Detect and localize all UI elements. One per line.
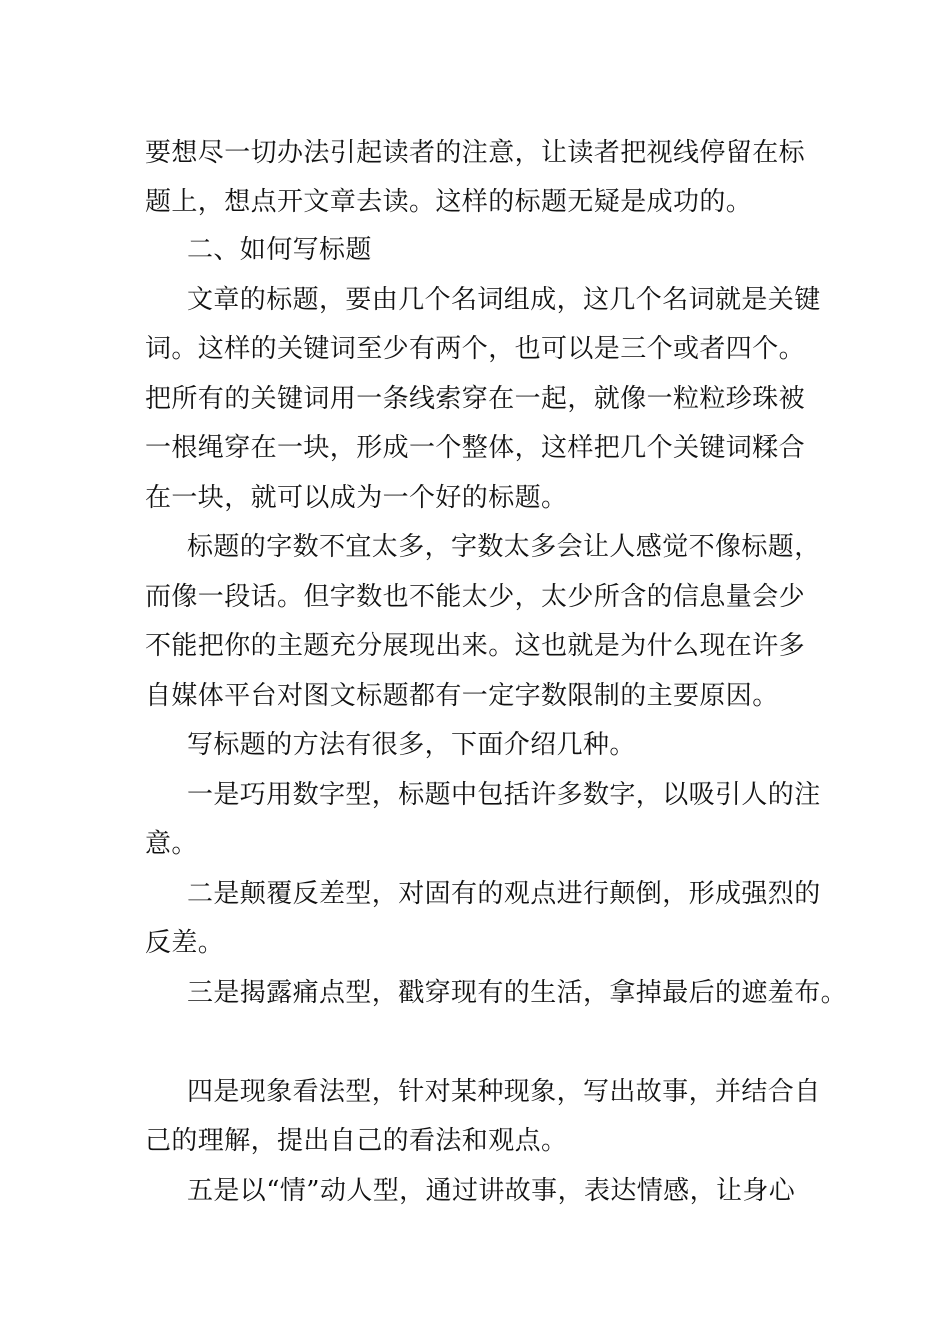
text-line-16: 二是颠覆反差型，对固有的观点进行颠倒，形成强烈的 [187,879,821,909]
text-line-7: 一根绳穿在一块，形成一个整体，这样把几个关键词糅合 [145,433,806,463]
text-line-8: 在一块，就可以成为一个好的标题。 [145,483,568,513]
text-line-1: 要想尽一切办法引起读者的注意，让读者把视线停留在标 [145,138,806,168]
text-line-20: 己的理解，提出自己的看法和观点。 [145,1126,568,1156]
text-line-15: 意。 [145,829,198,859]
text-line-9: 标题的字数不宜太多，字数太多会让人感觉不像标题， [187,532,821,562]
text-line-12: 自媒体平台对图文标题都有一定字数限制的主要原因。 [145,681,779,711]
text-line-10: 而像一段话。但字数也不能太少，太少所含的信息量会少 [145,582,806,612]
text-line-5: 词。这样的关键词至少有两个，也可以是三个或者四个。 [145,334,806,364]
text-line-4: 文章的标题，要由几个名词组成，这几个名词就是关键 [187,285,821,315]
text-line-18: 三是揭露痛点型，戳穿现有的生活，拿掉最后的遮羞布。 [187,978,848,1008]
text-line-6: 把所有的关键词用一条线索穿在一起，就像一粒粒珍珠被 [145,384,806,414]
text-line-19: 四是现象看法型，针对某种现象，写出故事，并结合自 [187,1077,821,1107]
text-line-11: 不能把你的主题充分展现出来。这也就是为什么现在许多 [145,631,806,661]
text-line-17: 反差。 [145,928,225,958]
text-line-21: 五是以“情”动人型，通过讲故事，表达情感，让身心 [187,1176,796,1206]
section-heading: 二、如何写标题 [187,235,372,265]
text-line-14: 一是巧用数字型，标题中包括许多数字，以吸引人的注 [187,780,821,810]
text-line-13: 写标题的方法有很多，下面介绍几种。 [187,730,636,760]
text-line-2: 题上，想点开文章去读。这样的标题无疑是成功的。 [145,187,753,217]
